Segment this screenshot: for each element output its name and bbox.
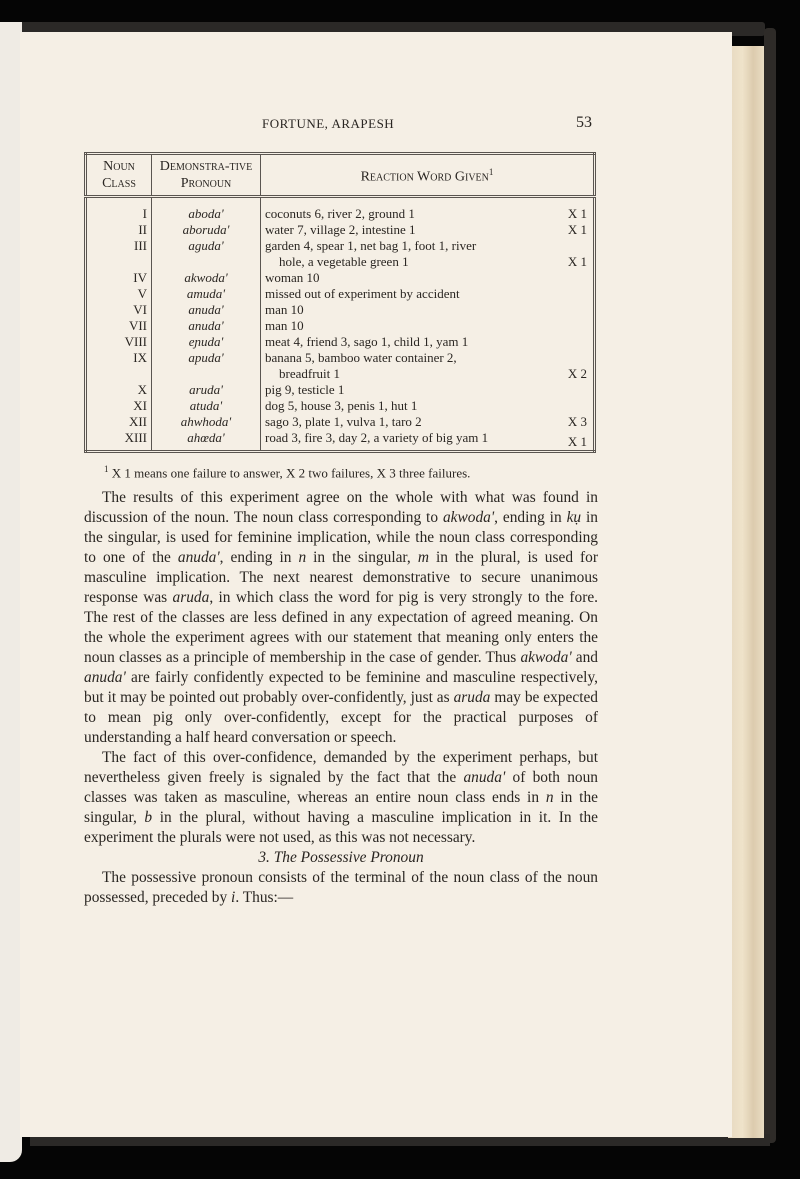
reaction-text: missed out of experiment by accident (265, 286, 460, 301)
pronoun-cell: akwoda' (152, 270, 261, 286)
noun-class-cell: VIII (124, 334, 147, 349)
noun-class-cell: III (134, 238, 147, 253)
footnote-mark: 1 (104, 464, 109, 474)
noun-class-cell: IV (133, 270, 147, 285)
failure-count: X 1 (567, 206, 587, 221)
text-run: in the singular, (306, 549, 418, 566)
reaction-cell (261, 334, 595, 350)
table-row (86, 270, 595, 286)
previous-page-edge (0, 22, 22, 1162)
page-fore-edge (728, 46, 764, 1138)
reaction-cell (261, 238, 595, 270)
failure-count: X 2 (567, 366, 587, 381)
reaction-cell (261, 430, 595, 452)
noun-class-cell: XIII (124, 430, 147, 445)
text-run: in the singular, is used for feminine implication, while the noun class corresponding to one of the (84, 509, 598, 566)
reaction-text: woman 10 (265, 270, 320, 285)
table-row (86, 302, 595, 318)
noun-class-cell: VI (133, 302, 147, 317)
running-head (0, 116, 800, 136)
italic-term: aruda (453, 689, 491, 706)
text-run: The fact of this over-confidence, demanded by the experiment perhaps, but nevertheless given freely is signaled by the fact that the (84, 749, 598, 786)
table-row (86, 430, 595, 452)
italic-term: anuda' (463, 769, 506, 786)
table-row (86, 197, 595, 223)
pronoun-cell: amuda' (152, 286, 261, 302)
reaction-cell (261, 302, 595, 318)
text-run: The possessive pronoun consists of the terminal of the noun class of the noun possessed, preceded by (84, 869, 598, 906)
failure-count: X 1 (567, 222, 587, 237)
table-row (86, 382, 595, 398)
table-header-row (86, 154, 595, 197)
pronoun-cell: aguda' (152, 238, 261, 270)
pronoun-cell: aboda' (152, 197, 261, 223)
italic-term: akwoda' (520, 649, 572, 666)
pronoun-cell: aruda' (152, 382, 261, 398)
noun-class-table (84, 152, 596, 453)
page-number: 53 (576, 114, 592, 131)
failure-count: X 1 (567, 254, 587, 269)
text-run: are fairly confidently expected to be feminine and masculine respectively, but it may be pointed out probably over-confidently, just as (84, 669, 598, 706)
table-row (86, 334, 595, 350)
book-cover-right-edge (764, 28, 776, 1143)
table-row (86, 414, 595, 430)
reaction-text: garden 4, spear 1, net bag 1, foot 1, river (265, 238, 477, 253)
table-row (86, 286, 595, 302)
footnote-mark: 1 (488, 167, 494, 178)
italic-term: kụ (566, 509, 582, 526)
header-demonstrative-pronoun: Demonstra-tive Pronoun (152, 154, 261, 197)
text-run: The results of this experiment agree on the whole with what was found in discussion of the noun. The noun class corresponding to (84, 489, 598, 526)
reaction-text: coconuts 6, river 2, ground 1 (265, 206, 415, 221)
table-row (86, 238, 595, 270)
text-run: , ending in (219, 549, 299, 566)
text-run: . Thus:— (235, 889, 294, 906)
header-reaction-word-label: Reaction Word Given (360, 169, 489, 185)
reaction-text: dog 5, house 3, penis 1, hut 1 (265, 398, 418, 413)
paragraph-3 (84, 868, 598, 908)
noun-class-cell: VII (128, 318, 147, 333)
reaction-text: pig 9, testicle 1 (265, 382, 345, 397)
reaction-continuation: hole, a vegetable green 1 (279, 254, 409, 269)
header-reaction-word (261, 154, 595, 197)
noun-class-cell: XI (133, 398, 147, 413)
reaction-cell (261, 270, 595, 286)
section-heading: 3. The Possessive Pronoun (258, 849, 424, 866)
reaction-text: meat 4, friend 3, sago 1, child 1, yam 1 (265, 334, 469, 349)
text-run: and (571, 649, 599, 666)
table-row (86, 350, 595, 382)
failure-count: X 3 (567, 414, 587, 429)
reaction-continuation: breadfruit 1 (279, 366, 341, 381)
italic-term: n (298, 549, 307, 566)
text-run: may be expected to mean pig only over-confidently, except for the practical purposes of understanding a half heard conversation or speech. (84, 689, 598, 746)
reaction-text: water 7, village 2, intestine 1 (265, 222, 416, 237)
italic-term: anuda' (177, 549, 220, 566)
noun-class-cell: XII (128, 414, 147, 429)
pronoun-cell: apuda' (152, 350, 261, 382)
pronoun-cell: anuda' (152, 302, 261, 318)
pronoun-cell: aboruda' (152, 222, 261, 238)
pronoun-cell: ahœda' (152, 430, 261, 452)
reaction-text: sago 3, plate 1, vulva 1, taro 2 (265, 414, 422, 429)
italic-term: anuda' (84, 669, 126, 686)
reaction-cell (261, 197, 595, 223)
reaction-cell (261, 382, 595, 398)
text-run: in the plural, is used for masculine implication. The next nearest demonstrative to secure unanimous response was (84, 549, 598, 606)
noun-class-cell: IX (133, 350, 147, 365)
reaction-cell (261, 286, 595, 302)
pronoun-cell: eɲuda' (152, 334, 261, 350)
italic-term: akwoda' (442, 509, 495, 526)
table-row (86, 222, 595, 238)
reaction-cell (261, 222, 595, 238)
paragraph-2 (84, 748, 598, 848)
paragraph-1 (84, 488, 598, 748)
reaction-cell (261, 318, 595, 334)
reaction-cell (261, 414, 595, 430)
running-head-title: FORTUNE, ARAPESH (262, 116, 395, 131)
noun-class-cell: V (137, 286, 147, 301)
noun-class-cell: X (137, 382, 147, 397)
header-noun-class: Noun Class (86, 154, 152, 197)
italic-term: n (545, 789, 554, 806)
text-run: , ending in (494, 509, 567, 526)
reaction-text: man 10 (265, 318, 304, 333)
table-footnote (104, 464, 470, 481)
noun-class-cell: I (142, 206, 147, 221)
table-row (86, 318, 595, 334)
reaction-text: man 10 (265, 302, 304, 317)
reaction-cell (261, 398, 595, 414)
table-row (86, 398, 595, 414)
reaction-text: banana 5, bamboo water container 2, (265, 350, 457, 365)
pronoun-cell: atuda' (152, 398, 261, 414)
italic-term: m (417, 549, 429, 566)
text-run: in the plural, without having a masculine implication in it. In the experiment the plurals were not used, as this was not necessary. (84, 809, 598, 846)
italic-term: b (144, 809, 153, 826)
pronoun-cell: anuda' (152, 318, 261, 334)
text-run: , in which class the word for pig is very strongly to the fore. The rest of the classes are less defined in any expectation of agreed meaning. On the whole the experiment agrees with our statement that meaning only enters the noun classes as a principle of membership in the case of gender. Thus (84, 589, 598, 666)
failure-count: X 1 (567, 434, 587, 449)
text-run: in the singular, (84, 789, 598, 826)
body-text (84, 488, 598, 908)
reaction-cell (261, 350, 595, 382)
table-body (86, 197, 595, 452)
footnote-text: X 1 means one failure to answer, X 2 two failures, X 3 three failures. (111, 465, 471, 481)
text-run: of both noun classes was taken as masculine, whereas an entire noun class ends in (84, 769, 599, 806)
reaction-text: road 3, fire 3, day 2, a variety of big yam 1 (265, 430, 489, 445)
italic-term: aruda (172, 589, 210, 606)
pronoun-cell: ahwhoda' (152, 414, 261, 430)
noun-class-cell: II (138, 222, 147, 237)
italic-term: i (231, 889, 236, 906)
